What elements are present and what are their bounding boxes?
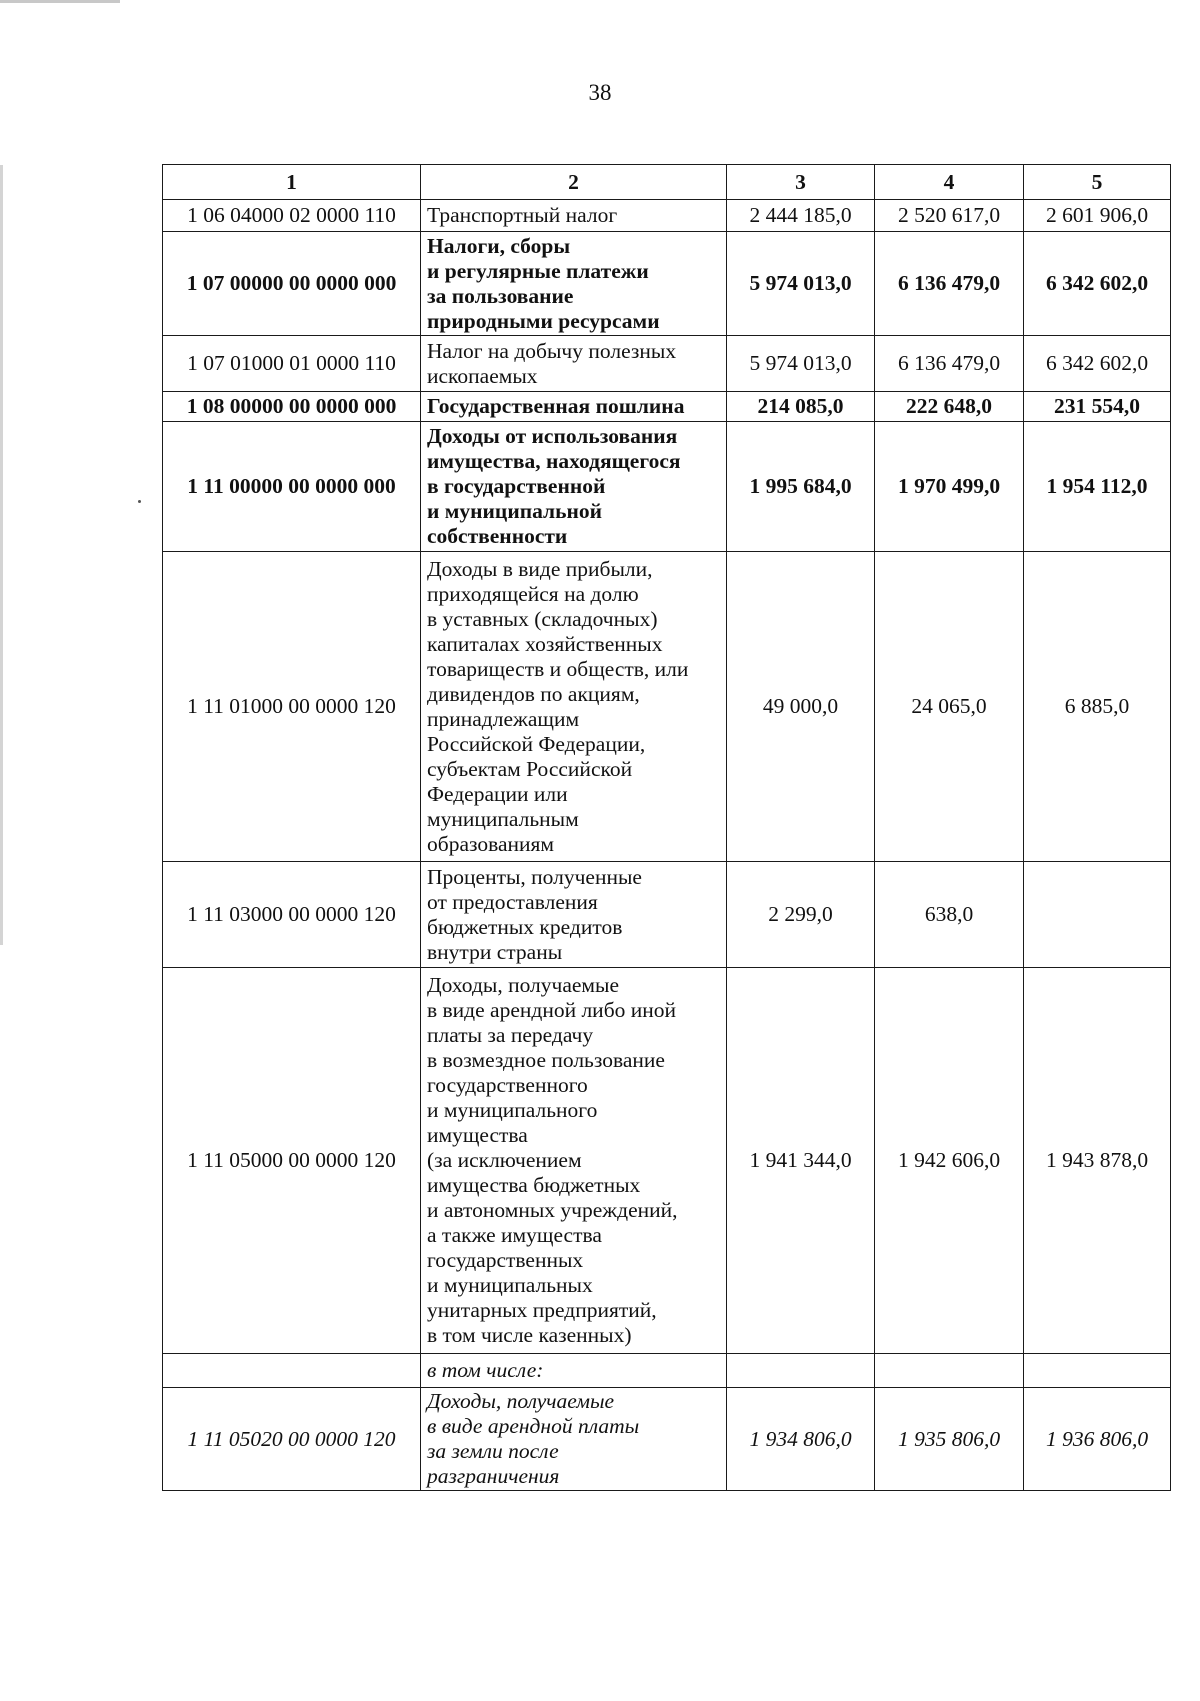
table-row (163, 1354, 1171, 1388)
table-row (163, 232, 1171, 336)
name-cell: Проценты, полученные от предоставления бюджетных кредитов внутри страны (421, 862, 727, 968)
value-5-cell (1024, 862, 1171, 968)
code-cell: 1 07 00000 00 0000 000 (163, 232, 421, 336)
name-cell: Налоги, сборы и регулярные платежи за пользование природными ресурсами (421, 232, 727, 336)
value-4-cell: 6 136 479,0 (875, 336, 1024, 392)
table-body (163, 200, 1171, 1491)
value-3-cell (727, 1354, 875, 1388)
code-cell: 1 07 01000 01 0000 110 (163, 336, 421, 392)
code-cell: 1 11 05020 00 0000 120 (163, 1388, 421, 1491)
value-5-cell: 1 954 112,0 (1024, 422, 1171, 552)
value-3-cell: 214 085,0 (727, 392, 875, 422)
value-4-cell: 222 648,0 (875, 392, 1024, 422)
value-5-cell (1024, 1354, 1171, 1388)
name-cell: Доходы от использования имущества, находящегося в государственной и муниципальной собственности (421, 422, 727, 552)
code-cell: 1 11 03000 00 0000 120 (163, 862, 421, 968)
value-5-cell: 1 943 878,0 (1024, 968, 1171, 1354)
value-5-cell: 231 554,0 (1024, 392, 1171, 422)
name-cell: Налог на добычу полезных ископаемых (421, 336, 727, 392)
code-cell (163, 1354, 421, 1388)
value-4-cell: 1 970 499,0 (875, 422, 1024, 552)
code-cell: 1 11 00000 00 0000 000 (163, 422, 421, 552)
table-row (163, 336, 1171, 392)
column-header-value-4: 4 (875, 165, 1024, 200)
value-4-cell: 1 935 806,0 (875, 1388, 1024, 1491)
column-header-code: 1 (163, 165, 421, 200)
scan-artifact-dot (138, 500, 141, 503)
value-3-cell: 1 995 684,0 (727, 422, 875, 552)
table-row (163, 200, 1171, 232)
value-3-cell: 2 444 185,0 (727, 200, 875, 232)
scan-artifact-left-edge (0, 165, 3, 945)
value-3-cell: 49 000,0 (727, 552, 875, 862)
value-4-cell: 2 520 617,0 (875, 200, 1024, 232)
value-3-cell: 5 974 013,0 (727, 336, 875, 392)
name-cell: Транспортный налог (421, 200, 727, 232)
table-row (163, 1388, 1171, 1491)
name-cell: Государственная пошлина (421, 392, 727, 422)
value-5-cell: 1 936 806,0 (1024, 1388, 1171, 1491)
table-row (163, 422, 1171, 552)
code-cell: 1 11 05000 00 0000 120 (163, 968, 421, 1354)
value-5-cell: 6 342 602,0 (1024, 336, 1171, 392)
value-5-cell: 6 885,0 (1024, 552, 1171, 862)
column-header-name: 2 (421, 165, 727, 200)
table-row (163, 862, 1171, 968)
value-4-cell: 24 065,0 (875, 552, 1024, 862)
column-header-value-5: 5 (1024, 165, 1171, 200)
name-cell: Доходы в виде прибыли, приходящейся на долю в уставных (складочных) капиталах хозяйственных товариществ и обществ, или дивидендов по акциям, принадлежащим Российской Федерации, субъектам Российской Федерации или муниципальным образованиям (421, 552, 727, 862)
value-5-cell: 6 342 602,0 (1024, 232, 1171, 336)
value-3-cell: 2 299,0 (727, 862, 875, 968)
page-number: 38 (588, 80, 612, 105)
code-cell: 1 11 01000 00 0000 120 (163, 552, 421, 862)
revenue-table (162, 164, 1171, 1491)
value-5-cell: 2 601 906,0 (1024, 200, 1171, 232)
table-row (163, 552, 1171, 862)
scan-artifact-top (0, 0, 120, 3)
value-3-cell: 1 934 806,0 (727, 1388, 875, 1491)
table-row (163, 392, 1171, 422)
code-cell: 1 08 00000 00 0000 000 (163, 392, 421, 422)
value-4-cell (875, 1354, 1024, 1388)
name-cell: в том числе: (421, 1354, 727, 1388)
table-row (163, 968, 1171, 1354)
table-header (163, 165, 1171, 200)
code-cell: 1 06 04000 02 0000 110 (163, 200, 421, 232)
value-4-cell: 6 136 479,0 (875, 232, 1024, 336)
name-cell: Доходы, получаемые в виде арендной либо иной платы за передачу в возмездное пользование государственного и муниципального имущества (за исключением имущества бюджетных и автономных учреждений, а также имущества государственных и муниципальных унитарных предприятий, в том числе казенных) (421, 968, 727, 1354)
header-row (163, 165, 1171, 200)
value-4-cell: 638,0 (875, 862, 1024, 968)
value-3-cell: 5 974 013,0 (727, 232, 875, 336)
value-3-cell: 1 941 344,0 (727, 968, 875, 1354)
column-header-value-3: 3 (727, 165, 875, 200)
name-cell: Доходы, получаемые в виде арендной платы за земли после разграничения (421, 1388, 727, 1491)
value-4-cell: 1 942 606,0 (875, 968, 1024, 1354)
